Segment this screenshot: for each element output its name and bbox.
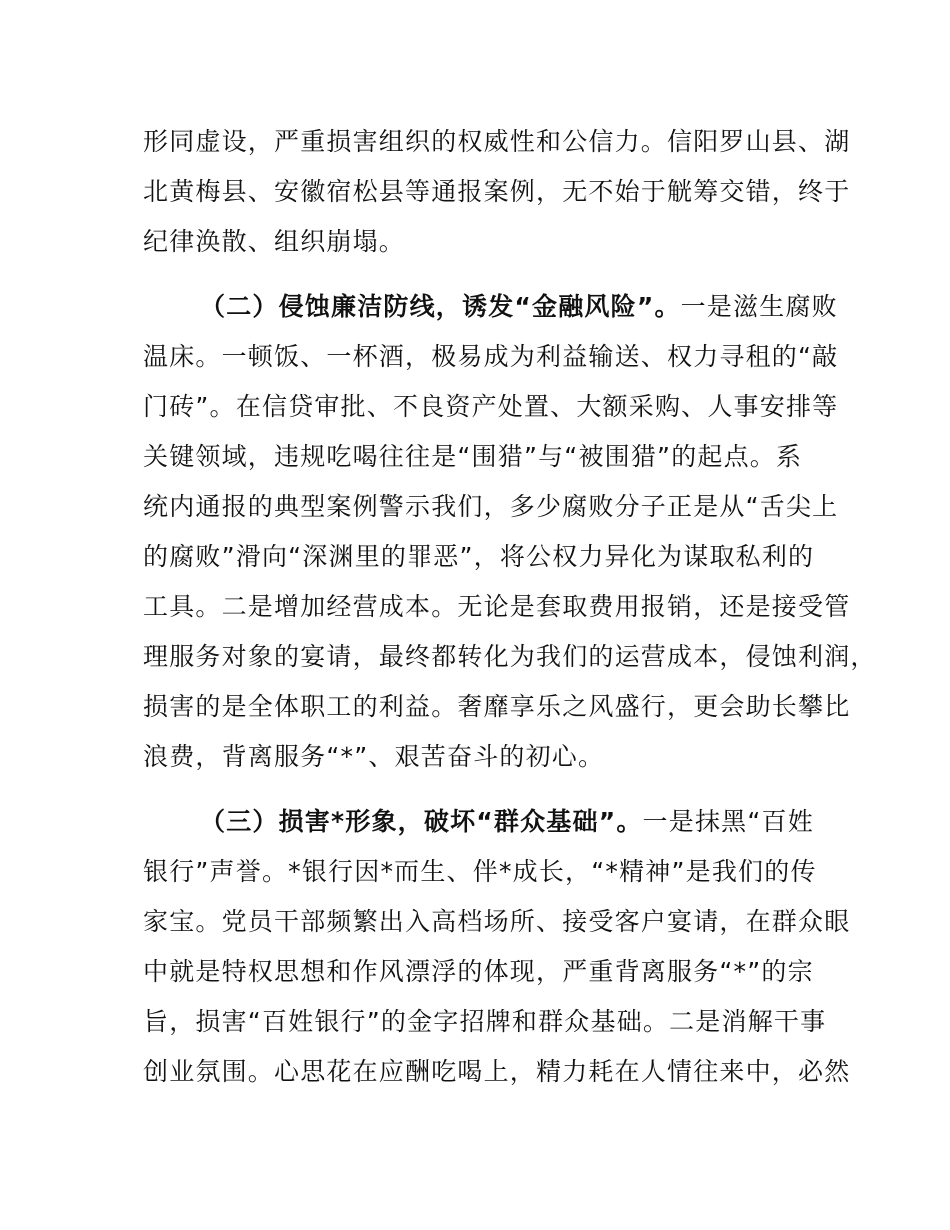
paragraph-line: 理服务对象的宴请，最终都转化为我们的运营成本，侵蚀利润， (143, 642, 877, 671)
section-2-heading: （二）侵蚀廉洁防线，诱发“金融风险”。 (200, 292, 681, 321)
paragraph-line: 北黄梅县、安徽宿松县等通报案例，无不始于觥筹交错，终于 (143, 177, 851, 206)
paragraph-line: 形同虚设，严重损害组织的权威性和公信力。信阳罗山县、湖 (143, 127, 851, 156)
section-3-heading: （三）损害*形象，破坏“群众基础”。 (200, 807, 643, 836)
paragraph-line: 门砖”。在信贷审批、不良资产处置、大额采购、人事安排等 (143, 392, 839, 421)
paragraph-line: 温床。一顿饭、一杯酒，极易成为利益输送、权力寻租的“敲 (143, 342, 839, 371)
paragraph-line: 损害的是全体职工的利益。奢靡享乐之风盛行，更会助长攀比 (143, 692, 851, 721)
paragraph-line: 浪费，背离服务“*”、艰苦奋斗的初心。 (143, 742, 605, 771)
paragraph-line: 纪律涣散、组织崩塌。 (143, 227, 406, 256)
paragraph-line: 关键领域，违规吃喝往往是“围猎”与“被围猎”的起点。系 (143, 442, 803, 471)
paragraph-line: 创业氛围。心思花在应酬吃喝上，精力耗在人情往来中，必然 (143, 1057, 851, 1086)
paragraph-line: 工具。二是增加经营成本。无论是套取费用报销，还是接受管 (143, 592, 851, 621)
section-3-first-line (200, 806, 814, 838)
paragraph-line: 家宝。党员干部频繁出入高档场所、接受客户宴请，在群众眼 (143, 907, 851, 936)
paragraph-line: 旨，损害“百姓银行”的金字招牌和群众基础。二是消解干事 (143, 1007, 827, 1036)
paragraph-line: 统内通报的典型案例警示我们，多少腐败分子正是从“舌尖上 (143, 492, 839, 521)
section-3-first-line-text: 一是抹黑“百姓 (642, 807, 814, 836)
section-2-first-line (200, 291, 838, 323)
section-2-first-line-text: 一是滋生腐败 (680, 292, 838, 321)
paragraph-line: 的腐败”滑向“深渊里的罪恶”，将公权力异化为谋取私利的 (143, 542, 815, 571)
paragraph-line: 银行”声誉。*银行因*而生、伴*成长，“*精神”是我们的传 (143, 857, 817, 886)
paragraph-line: 中就是特权思想和作风漂浮的体现，严重背离服务“*”的宗 (143, 957, 814, 986)
